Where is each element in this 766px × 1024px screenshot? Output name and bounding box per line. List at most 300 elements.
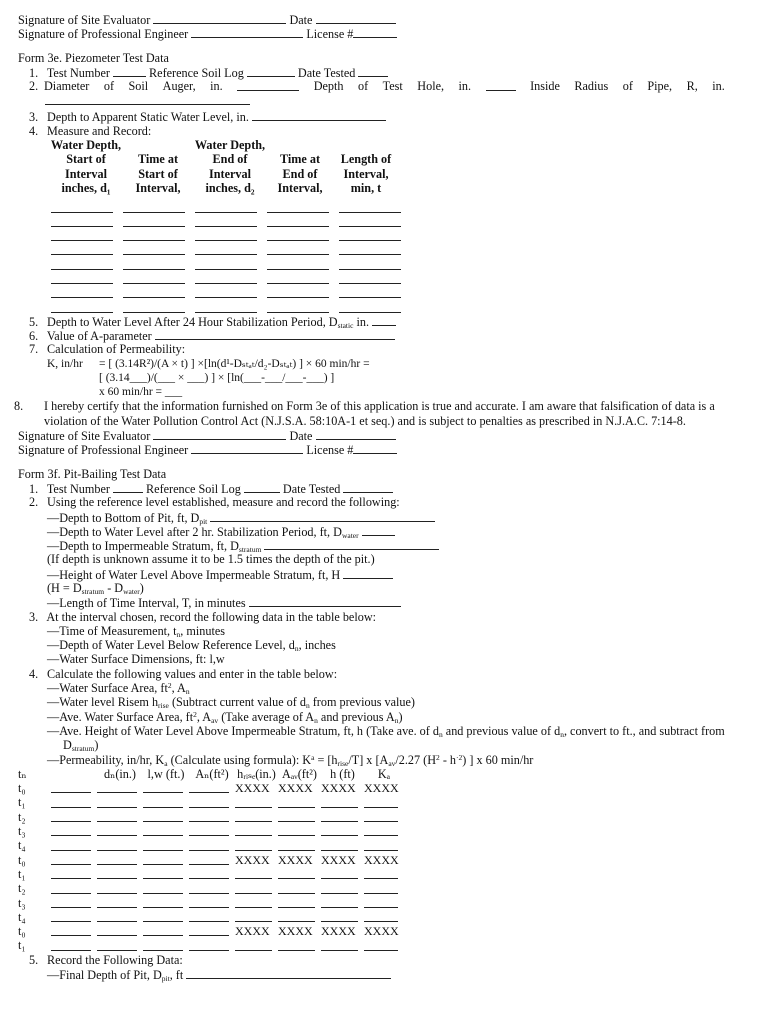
cell-field[interactable] [51,934,91,936]
spacer [18,41,730,51]
a-parameter-label: Value of A-parameter [46,328,152,343]
cell-field[interactable] [51,877,91,879]
table-row [18,924,730,938]
cell-field[interactable] [267,268,329,270]
cell-field[interactable] [195,268,257,270]
cell-field[interactable] [278,820,315,822]
item-number: 3. [29,609,39,624]
table-row [18,853,730,867]
cell-field[interactable] [339,296,401,298]
cell-field[interactable] [189,849,229,851]
a-parameter-field[interactable] [155,328,395,340]
text: ) [94,738,99,753]
cell-field[interactable] [51,211,113,213]
date-tested-field[interactable] [343,481,393,493]
cell-field[interactable] [339,268,401,270]
cell-field[interactable] [321,834,358,836]
cell-field[interactable] [235,906,272,908]
cell-field[interactable] [235,834,272,836]
cell-field[interactable] [235,949,272,951]
subscript: n [185,687,190,697]
cell-field[interactable] [278,877,315,879]
record-data-label: Record the Following Data: [47,952,183,967]
cell-field[interactable] [189,934,229,936]
cell-field[interactable] [195,296,257,298]
text: ) ] x 60 min/hr [462,752,534,767]
spacer [18,457,730,467]
test-number-field[interactable] [113,65,146,77]
cell-field[interactable] [235,877,272,879]
cell-field[interactable] [189,892,229,894]
text: /2.27 (H [395,752,437,767]
cell-field[interactable] [235,892,272,894]
superscript: a [311,752,315,762]
table-row [51,299,730,313]
cell-field[interactable] [189,906,229,908]
cell-field[interactable] [339,311,401,313]
cell-field[interactable] [267,239,329,241]
text: , minutes [180,623,225,638]
cell-field[interactable] [364,949,398,951]
permeability-formula-line-3[interactable]: x 60 min/hr = ___ [99,386,183,399]
cell-field[interactable] [195,253,257,255]
cell-field[interactable] [235,920,272,922]
subscript: stratum [81,586,105,596]
cell-field[interactable] [143,806,183,808]
column-header-tn: tₙ [18,766,27,781]
cell-field[interactable] [97,863,137,865]
form-3f-item-1 [18,481,730,495]
table-row [18,867,730,881]
cell-field[interactable] [123,239,185,241]
text: D [63,738,72,753]
license-label: License # [306,27,354,42]
cell-field[interactable] [123,211,185,213]
subscript: a [164,758,168,768]
cell-field[interactable] [97,934,137,936]
subscript: n [394,715,399,725]
column-header-time-end [266,138,334,195]
word: Test [382,79,403,94]
item-number: 4. [29,123,39,138]
cell-field[interactable] [51,268,113,270]
item-number: 8. [14,399,24,414]
word: R, [686,79,698,94]
cell-field[interactable] [97,849,137,851]
cell-field[interactable] [235,806,272,808]
cell-field[interactable] [123,268,185,270]
cell-field[interactable] [51,906,91,908]
text: , A [171,681,186,696]
pit-depth-field[interactable] [210,510,435,522]
engineer-signature-field[interactable] [191,442,303,454]
cell-field[interactable] [51,849,91,851]
column-header-aav: Aₐᵥ(ft²) [282,766,317,781]
cell-field[interactable] [195,225,257,227]
table-body [18,781,730,953]
reference-soil-log-field[interactable] [247,65,295,77]
cell-field[interactable] [51,806,91,808]
cell-field[interactable] [339,211,401,213]
cell-field[interactable] [97,906,137,908]
cell-field[interactable] [51,791,91,793]
table-header-row [18,767,730,781]
cell-field[interactable] [123,282,185,284]
table-row [51,214,730,228]
cell-field[interactable] [143,863,183,865]
cell-field[interactable] [97,834,137,836]
cell-field[interactable] [143,906,183,908]
superscript: 2 [193,709,197,719]
test-number-field[interactable] [113,481,143,493]
text: = [h [314,752,338,767]
blocked-cell: XXXX [364,852,399,867]
time-label: t₂ [18,809,26,824]
word: in. [210,79,223,94]
time-interval-field[interactable] [249,595,401,607]
cell-field[interactable] [189,877,229,879]
cell-field[interactable] [278,892,315,894]
word: Radius [574,79,609,94]
blocked-cell: XXXX [278,852,313,867]
header-line: inches, d₂ [205,180,255,195]
static-water-level-field[interactable] [252,109,386,121]
site-evaluator-label: Signature of Site Evaluator [18,429,151,444]
calculate-label: Calculate the following values and enter in the table below: [47,666,338,681]
text: —Depth of Water Level Below Reference Level, d [47,638,295,653]
cell-field[interactable] [278,806,315,808]
cell-field[interactable] [143,949,183,951]
text: (Calculate using formula): K [167,752,312,767]
cell-field[interactable] [97,949,137,951]
cell-field[interactable] [143,820,183,822]
table-row [18,938,730,952]
date-tested-label: Date Tested [297,65,356,80]
cell-field[interactable] [143,877,183,879]
header-line: Interval [65,166,107,181]
cell-field[interactable] [97,920,137,922]
form-3e-item-6 [18,328,730,342]
cell-field[interactable] [123,225,185,227]
cell-field[interactable] [278,949,315,951]
cell-field[interactable] [195,239,257,241]
text: —Permeability, in/hr, K [47,752,165,767]
word: Diameter [44,79,90,94]
header-line: inches, d₁ [61,180,111,195]
subscript: n [305,701,310,711]
table-row [18,781,730,795]
blocked-cell: XXXX [321,924,356,939]
header-line: Time at [279,152,321,167]
cell-field[interactable] [123,253,185,255]
engineer-signature-field[interactable] [191,26,303,38]
cell-field[interactable] [321,820,358,822]
test-hole-depth-field[interactable] [486,79,516,91]
cell-field[interactable] [364,920,398,922]
cell-field[interactable] [235,820,272,822]
cell-field[interactable] [364,806,398,808]
time-label: t₄ [18,838,26,853]
blocked-cell: XXXX [235,781,270,796]
h-equation [18,581,730,595]
cell-field[interactable] [97,820,137,822]
cell-field[interactable] [189,834,229,836]
form-3e-item-4 [18,124,730,138]
reference-soil-log-field[interactable] [244,481,280,493]
measure-table-rows [51,199,730,313]
form-3e-item-7 [18,342,730,356]
superscript: 2 [167,681,172,691]
cell-field[interactable] [267,311,329,313]
table-row [51,199,730,213]
header-line: Interval, [277,180,323,195]
cell-field[interactable] [278,906,315,908]
permeability-row [18,753,730,767]
license-field[interactable] [353,442,397,454]
cell-field[interactable] [339,225,401,227]
permeability-formula-line-2[interactable]: [ (3.14___)/(___ × ___) ] × [ln(___-___/___-___) ] [99,371,335,384]
table-row [18,910,730,924]
column-header-time-start [122,138,194,195]
blocked-cell: XXXX [364,781,399,796]
signature-row-engineer-3e [18,442,730,456]
header-line [122,138,194,152]
column-header-water-depth-start [50,138,122,195]
cell-field[interactable] [123,296,185,298]
cell-field[interactable] [278,834,315,836]
water-height-label: —Height of Water Level Above Impermeable Stratum, ft, H [47,567,341,582]
table-row [51,271,730,285]
cell-field[interactable] [339,253,401,255]
form-3f-item-4 [18,667,730,681]
table-row [18,810,730,824]
k-label: K, in/hr [47,357,83,370]
cell-field[interactable] [278,849,315,851]
cell-field[interactable] [51,296,113,298]
signature-row-engineer [18,26,730,40]
pit-bailing-table [18,767,730,953]
cell-field[interactable] [143,892,183,894]
item-number: 5. [29,314,39,329]
cell-field[interactable] [189,863,229,865]
column-header-lw: l,w (ft.) [147,766,185,781]
cell-field[interactable] [321,849,358,851]
header-line [266,138,334,152]
cell-field[interactable] [195,311,257,313]
cell-field[interactable] [51,834,91,836]
time-label: t₃ [18,895,26,910]
form-3e-item-8-certification [14,399,730,428]
column-header-an: Aₙ(ft²) [195,766,229,781]
unit-label: in. [353,314,369,329]
pipe-radius-field[interactable] [45,93,250,105]
item-number: 4. [29,666,39,681]
subscript: water [341,530,359,540]
cell-field[interactable] [267,225,329,227]
time-label: t₁ [18,795,26,810]
table-row [51,228,730,242]
blocked-cell: XXXX [321,852,356,867]
cell-field[interactable] [51,892,91,894]
header-line: min, t [350,180,382,195]
cell-field[interactable] [143,920,183,922]
static-water-level-label: Depth to Apparent Static Water Level, in. [47,110,249,125]
subscript: water [123,586,140,596]
cell-field[interactable] [195,211,257,213]
superscript: ·2 [456,752,463,762]
cell-field[interactable] [321,806,358,808]
text: , convert to ft., and subtract from [563,723,725,738]
cell-field[interactable] [267,211,329,213]
cell-field[interactable] [267,282,329,284]
cell-field[interactable] [321,906,358,908]
text: and previous A [317,709,395,724]
word: Soil [128,79,149,94]
cell-field[interactable] [267,296,329,298]
ave-height-row [18,724,730,738]
column-header-water-depth-end [194,138,266,195]
measure-record-label: Measure and Record: [47,123,152,138]
text: —Ave. Height of Water Level Above Impermeable Stratum, ft, h (Take ave. of d [47,723,439,738]
cell-field[interactable] [364,834,398,836]
cell-field[interactable] [339,239,401,241]
text: —Water level Risem h [47,695,159,710]
ave-surface-area-row [18,710,730,724]
header-line: Interval, [135,180,181,195]
final-pit-depth-row [18,967,730,981]
cell-field[interactable] [189,820,229,822]
cell-field[interactable] [321,920,358,922]
site-evaluator-signature-field[interactable] [153,428,286,440]
surface-dims-row: —Water Surface Dimensions, ft: l,w [47,652,225,667]
time-label: t₀ [18,924,26,939]
form-3e-item-1 [18,65,730,79]
cell-field[interactable] [51,820,91,822]
permeability-calc-label: Calculation of Permeability: [47,342,186,357]
header-line: Interval, [343,166,389,181]
text: (Take average of A [218,709,315,724]
cell-field[interactable] [51,920,91,922]
cell-field[interactable] [51,949,91,951]
site-evaluator-label: Signature of Site Evaluator [18,13,151,27]
header-line: Start of [138,166,178,181]
cell-field[interactable] [195,282,257,284]
stratum-depth-field[interactable] [264,538,439,550]
cell-field[interactable] [364,906,398,908]
certification-text: I hereby certify that the information furnished on Form 3e of this application is true and accurate. I am aware that falsification of data is a violation of the Water Pollution Control Act (N.J.S.A. 58:10A-1 et seq.) and is subject to penalties as prescribed in N.J.A.C. 7:14-8. [44,399,715,428]
form-3f-title: Form 3f. Pit-Bailing Test Data [18,466,167,481]
reference-soil-log-label: Reference Soil Log [146,481,241,496]
cell-field[interactable] [51,239,113,241]
date-tested-field[interactable] [358,65,388,77]
time-label: t₀ [18,781,26,796]
cell-field[interactable] [51,225,113,227]
column-header-dn: dₙ(in.) [103,766,136,781]
stabilization-depth-label: Depth to Water Level After 24 Hour Stabilization Period, D [47,314,338,329]
cell-field[interactable] [143,834,183,836]
subscript: stratum [71,744,95,754]
water-height-field[interactable] [343,567,393,579]
cell-field[interactable] [189,806,229,808]
cell-field[interactable] [189,791,229,793]
cell-field[interactable] [51,282,113,284]
cell-field[interactable] [97,791,137,793]
test-number-label: Test Number [46,65,110,80]
cell-field[interactable] [51,863,91,865]
subscript: n [294,644,299,654]
blocked-cell: XXXX [235,852,270,867]
date-field[interactable] [316,428,396,440]
text: —Ave. Water Surface Area, ft [47,709,194,724]
site-evaluator-signature-field[interactable] [153,12,286,24]
table-row [18,838,730,852]
unknown-depth-note: (If depth is unknown assume it to be 1.5 times the depth of the pit.) [47,552,375,567]
cell-field[interactable] [321,892,358,894]
cell-field[interactable] [123,311,185,313]
table-row [51,242,730,256]
license-field[interactable] [353,26,397,38]
cell-field[interactable] [364,820,398,822]
time-label: t₁ [18,866,26,881]
cell-field[interactable] [97,877,137,879]
column-header-ka: Kₐ [377,766,391,781]
stabilization-depth-field[interactable] [372,314,396,326]
cell-field[interactable] [189,949,229,951]
cell-field[interactable] [143,791,183,793]
cell-field[interactable] [97,806,137,808]
time-interval-row [18,595,730,609]
form-3f-item-5 [18,953,730,967]
final-pit-depth-field[interactable] [186,967,391,979]
cell-field[interactable] [364,849,398,851]
blocked-cell: XXXX [278,924,313,939]
word: in. [712,79,725,94]
cell-field[interactable] [97,892,137,894]
cell-field[interactable] [278,920,315,922]
pit-depth-row [18,510,730,524]
document-page [14,12,730,983]
date-field[interactable] [316,12,396,24]
date-label: Date [289,429,313,444]
cell-field[interactable] [189,920,229,922]
item-number: 1. [29,481,39,496]
cell-field[interactable] [364,892,398,894]
word: of [622,79,633,94]
equation-text: ) [139,580,144,595]
water-depth-row [18,524,730,538]
subscript: rise [337,758,349,768]
cell-field[interactable] [267,253,329,255]
table-row [18,896,730,910]
header-line: Interval [209,166,251,181]
cell-field[interactable] [143,849,183,851]
equation-text: - D [104,580,124,595]
text: , ft [169,968,184,982]
cell-field[interactable] [143,934,183,936]
form-3e-item-3 [18,109,730,123]
cell-field[interactable] [339,282,401,284]
cell-field[interactable] [321,877,358,879]
time-label: t₄ [18,909,26,924]
cell-field[interactable] [321,949,358,951]
equation-text: (H = D [47,580,82,595]
auger-diameter-field[interactable] [237,79,299,91]
cell-field[interactable] [364,877,398,879]
water-depth-field[interactable] [362,524,395,536]
cell-field[interactable] [235,849,272,851]
cell-field[interactable] [51,311,113,313]
cell-field[interactable] [51,253,113,255]
